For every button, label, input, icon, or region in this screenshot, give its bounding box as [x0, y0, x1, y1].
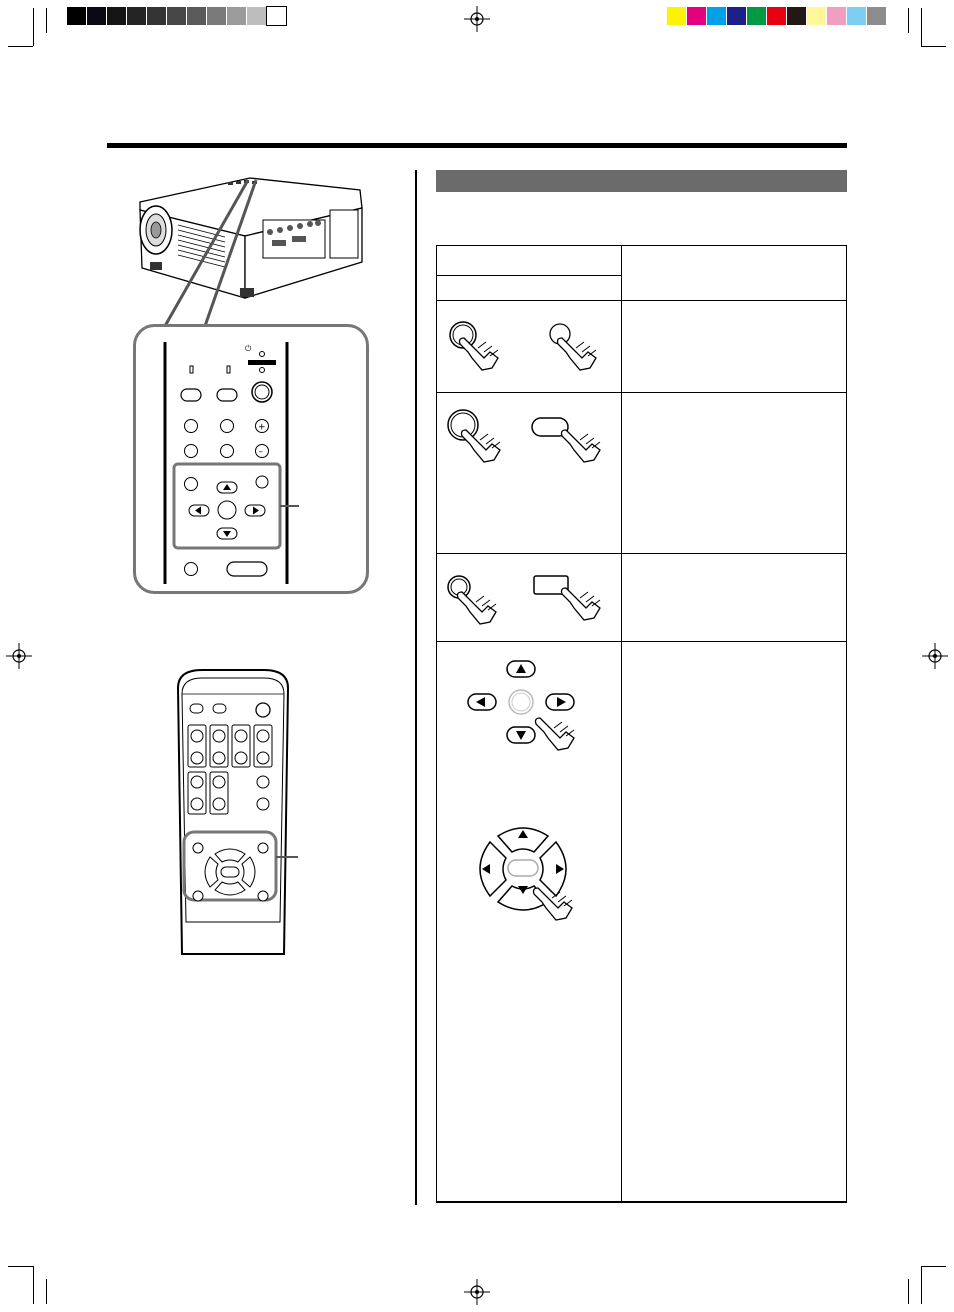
- projector-control-panel-closeup: [133, 324, 369, 594]
- column-divider: [415, 170, 417, 1205]
- panel-arrow-keys: [466, 658, 586, 754]
- gray-swatch: [147, 7, 166, 25]
- gray-swatch: [227, 7, 246, 25]
- zoom-callout-lines: [160, 178, 260, 328]
- color-swatch: [687, 7, 706, 25]
- hand-pointer-icon: [532, 574, 612, 624]
- color-swatch: [727, 7, 746, 25]
- remote-dpad-keys: [470, 822, 580, 918]
- gray-swatch: [267, 7, 286, 25]
- hand-pointer-icon: [530, 416, 610, 466]
- svg-text:–: –: [258, 447, 263, 457]
- crosshair-circle-icon: [464, 6, 490, 32]
- crosshair-circle-icon: [6, 643, 32, 669]
- crosshair-circle-icon: [464, 1279, 490, 1305]
- gray-swatch: [107, 7, 126, 25]
- color-swatch: [667, 7, 686, 25]
- color-swatch: [747, 7, 766, 25]
- color-swatch: [847, 7, 866, 25]
- gray-swatch: [167, 7, 186, 25]
- crosshair-circle-icon: [922, 643, 948, 669]
- header-rule: [107, 143, 847, 148]
- color-swatch: [827, 7, 846, 25]
- remote-control-illustration: [172, 668, 302, 960]
- hand-pointer-icon: [446, 574, 512, 624]
- gray-swatch: [127, 7, 146, 25]
- color-swatch: [867, 7, 886, 25]
- hand-pointer-icon: [446, 408, 518, 464]
- gray-swatch: [87, 7, 106, 25]
- gray-swatch: [187, 7, 206, 25]
- color-swatch: [707, 7, 726, 25]
- svg-text:+: +: [258, 422, 266, 433]
- gray-swatch: [207, 7, 226, 25]
- gray-swatch: [247, 7, 266, 25]
- hand-pointer-icon: [546, 320, 616, 372]
- gray-swatch: [67, 7, 86, 25]
- color-swatch: [807, 7, 826, 25]
- color-swatch: [767, 7, 786, 25]
- section-heading-bar: [436, 170, 847, 192]
- color-swatch: [787, 7, 806, 25]
- hand-pointer-icon: [446, 318, 516, 370]
- svg-text:⏻: ⏻: [245, 344, 252, 353]
